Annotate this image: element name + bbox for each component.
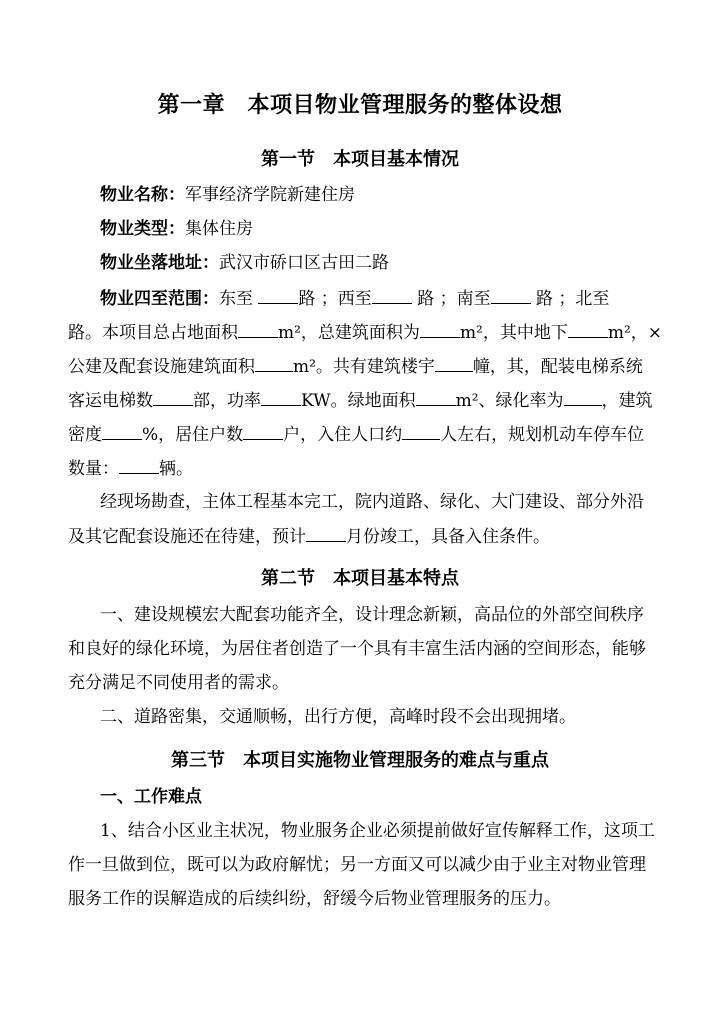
property-name xyxy=(100,184,684,206)
blank xyxy=(402,423,440,440)
feature2-line: 二、道路密集，交通顺畅，出行方便，高峰时段不会出现拥堵。 xyxy=(100,707,576,727)
text-segment: KW。绿地面积 xyxy=(301,391,416,411)
chapter-title: 第一章 本项目物业管理服务的整体设想 xyxy=(157,92,563,118)
text-segment: 公建及配套设施建筑面积 xyxy=(68,357,255,377)
blank xyxy=(255,355,293,372)
site-survey-line-1: 经现场勘查，主体工程基本完工，院内道路、绿化、大门建设、部分外沿 xyxy=(100,492,644,512)
feature1-line-1: 一、建设规模宏大配套功能齐全，设计理念新颖，高品位的外部空间秩序 xyxy=(100,605,644,625)
scope-line-6 xyxy=(68,457,652,480)
blank xyxy=(119,457,159,474)
scope-line-1 xyxy=(100,287,652,310)
difficulty1-line-1: 1、结合小区业主状况，物业服务企业必须提前做好宣传解释工作，这项工 xyxy=(100,821,655,841)
blank xyxy=(564,389,602,406)
blank xyxy=(435,355,473,372)
text-segment: 及其它配套设施还在待建，预计 xyxy=(68,527,306,547)
blank xyxy=(102,423,142,440)
text-segment: 路 ；北至 xyxy=(536,289,610,309)
scope-line-4 xyxy=(68,389,652,412)
text-segment: 户，入住人口约 xyxy=(283,425,403,445)
blank xyxy=(238,321,278,338)
blank xyxy=(568,321,608,338)
blank xyxy=(372,287,412,304)
site-survey-line-2 xyxy=(68,525,652,548)
section2-title: 第二节 本项目基本特点 xyxy=(261,568,459,589)
text-segment: 部，功率 xyxy=(193,391,261,411)
property-type-value: 集体住房 xyxy=(185,219,253,239)
difficulty1-line-3: 服务工作的误解造成的后续纠纷，舒缓今后物业管理服务的压力。 xyxy=(68,889,561,909)
blank xyxy=(491,287,531,304)
feature1-line-3: 充分满足不同使用者的需求。 xyxy=(68,673,289,693)
blank xyxy=(261,389,301,406)
text-segment: 数量： xyxy=(68,459,119,479)
difficulty1-line-2: 作一旦做到位，既可以为政府解忧；另一方面又可以减少由于业主对物业管理 xyxy=(68,855,646,875)
property-address xyxy=(100,252,684,274)
blank xyxy=(243,423,283,440)
scope-line-2 xyxy=(68,321,663,344)
property-type-label: 物业类型： xyxy=(100,219,185,239)
text-segment: 幢，其，配装电梯系统 xyxy=(472,357,643,377)
property-name-label: 物业名称： xyxy=(100,185,185,205)
text-segment: 辆。 xyxy=(159,459,193,479)
scope-line-5 xyxy=(68,423,652,446)
text-segment: 东至 xyxy=(219,289,253,309)
text-segment: 人左右，规划机动车停车位 xyxy=(440,425,645,445)
text-segment: m²，其中地下 xyxy=(459,323,568,343)
text-segment: 密度 xyxy=(68,425,102,445)
text-segment: 路。本项目总占地面积 xyxy=(68,323,238,343)
section3-title: 第三节 本项目实施物业管理服务的难点与重点 xyxy=(171,750,549,771)
blank xyxy=(420,321,460,338)
blank xyxy=(258,287,298,304)
text-segment: m²，× xyxy=(607,323,663,343)
section1-title: 第一节 本项目基本情况 xyxy=(261,149,459,170)
scope-label: 物业四至范围： xyxy=(100,289,219,309)
text-segment: 客运电梯数 xyxy=(68,391,153,411)
subheading-work-difficulties: 一、工作难点 xyxy=(100,787,202,807)
property-address-value: 武汉市硚口区古田二路 xyxy=(219,253,389,273)
blank xyxy=(416,389,456,406)
text-segment: 月份竣工，具备入住条件。 xyxy=(346,527,550,547)
feature1-line-2: 和良好的绿化环境，为居住者创造了一个具有丰富生活内涵的空间形态，能够 xyxy=(68,639,646,659)
property-name-value: 军事经济学院新建住房 xyxy=(185,185,355,205)
text-segment: m²、绿化率为 xyxy=(455,391,564,411)
text-segment: ，建筑 xyxy=(601,391,653,411)
text-segment: 路 ；南至 xyxy=(417,289,491,309)
text-segment: %，居住户数 xyxy=(142,425,244,445)
scope-line-3 xyxy=(68,355,652,378)
blank xyxy=(153,389,193,406)
text-segment: m²。共有建筑楼宇 xyxy=(293,357,435,377)
property-type xyxy=(100,218,684,240)
text-segment: 路 ；西至 xyxy=(298,289,372,309)
text-segment: m²，总建筑面积为 xyxy=(278,323,420,343)
property-address-label: 物业坐落地址： xyxy=(100,253,219,273)
blank xyxy=(306,525,346,542)
